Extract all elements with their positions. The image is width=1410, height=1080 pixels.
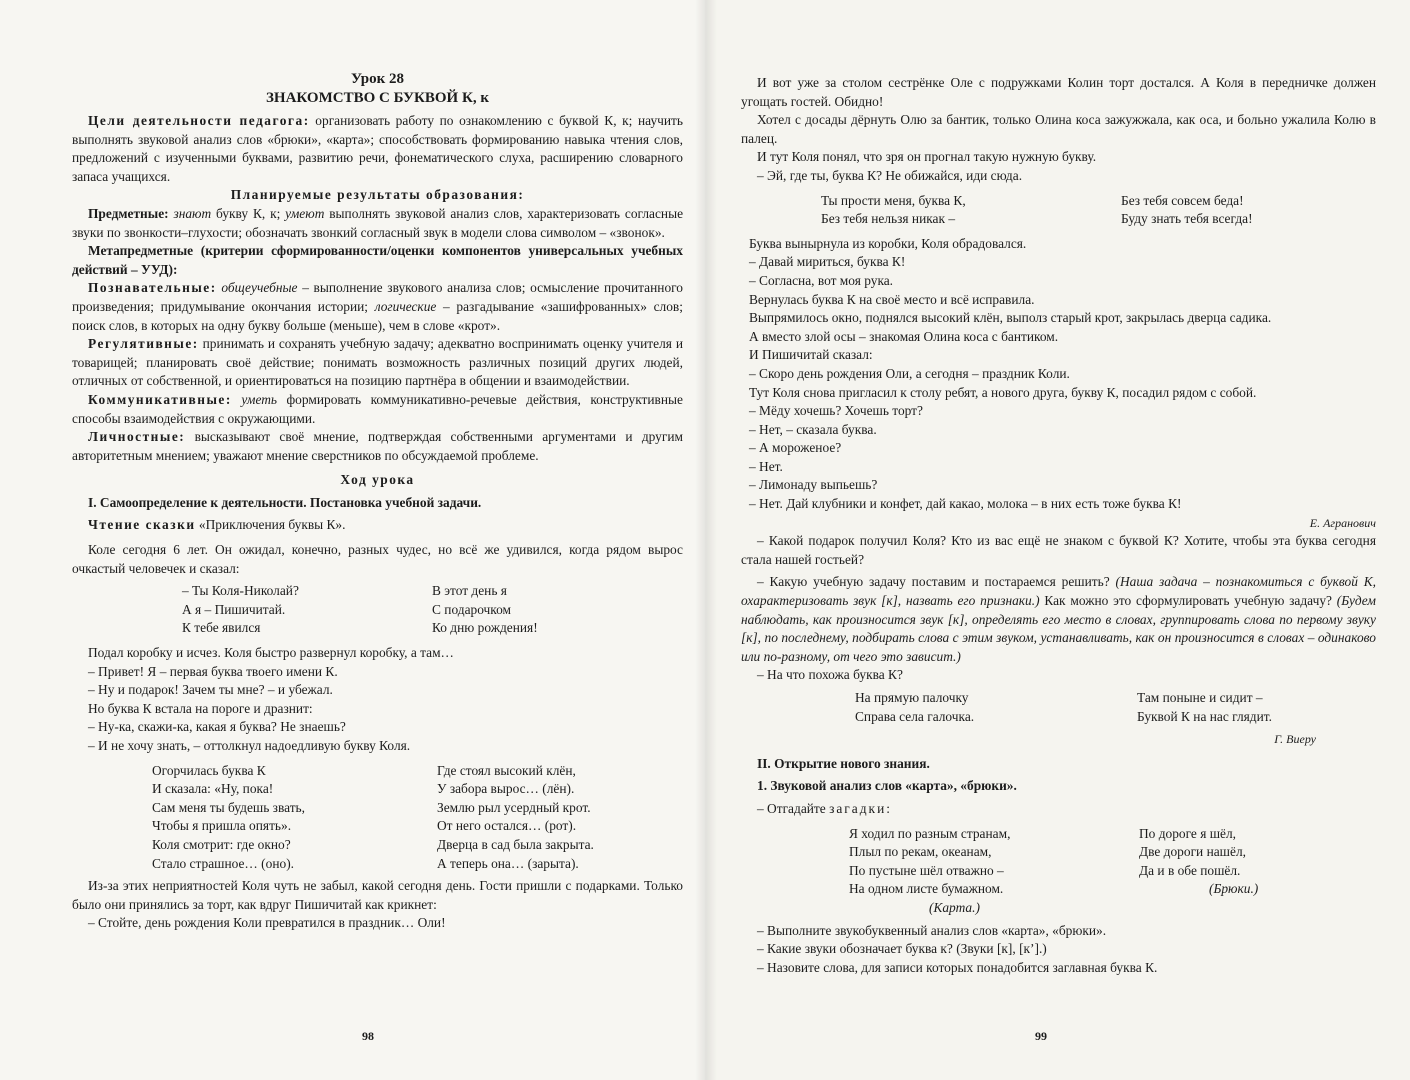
subject-label: Предметные: — [88, 205, 169, 221]
poem-2 — [72, 762, 683, 874]
story-line: – Ну и подарок! Зачем ты мне? – и убежал. — [88, 682, 333, 698]
poem-line: Где стоял высокий клён, — [437, 762, 576, 778]
poem-line: Да и в обе пошёл. — [1139, 862, 1241, 878]
question-3: – На что похожа буква К? — [757, 667, 903, 683]
story-line: А вместо злой осы – знакомая Олина коса с бантиком. — [749, 328, 1059, 344]
poem-line: Чтобы я пришла опять». — [152, 818, 292, 834]
subject-text2: выполнять звуковой анализ слов, характеризовать согласные звуки по звонкости–глухости; обозначать звонкий согласный звук в модели слова символом – «звонок». — [72, 205, 684, 240]
poem-line: И сказала: «Ну, пока! — [152, 781, 274, 797]
regulative-text: принимать и сохранять учебную задачу; адекватно воспринимать оценку учителя и товарищей; планировать своё действие; понимать возможность различных позиций других людей, отличных от собственной, и ориентироваться на позицию партнёра в общении и взаимодействии. — [72, 336, 683, 389]
reading-label: Чтение сказки — [88, 517, 196, 533]
right-paragraph-3: И тут Коля понял, что зря он прогнал такую нужную букву. — [757, 149, 1097, 165]
story-paragraph-3: – Стойте, день рождения Коли превратился в праздник… Оли! — [88, 915, 446, 931]
book-gutter — [695, 0, 717, 1080]
poem-line: Стало страшное… (оно). — [152, 855, 294, 871]
riddles-prefix: – Отгадайте — [757, 800, 826, 816]
communicative-can: уметь — [241, 391, 277, 407]
poem-2-right — [437, 762, 594, 874]
poem-line: Коля смотрит: где окно? — [152, 836, 291, 852]
poem-5-left — [849, 825, 1139, 918]
poem-line: А я – Пишичитай. — [182, 601, 286, 617]
story-line: Выпрямилось окно, поднялся высокий клён, выполз старый крот, закрылась дверца садика. — [749, 310, 1272, 326]
poem-line: К тебе явился — [182, 620, 261, 636]
question-2 — [741, 573, 1376, 666]
task-line: – Выполните звукобуквенный анализ слов «карта», «брюки». — [757, 922, 1107, 938]
poem-1-left — [182, 582, 432, 638]
results-heading: Планируемые результаты образования: — [230, 187, 525, 203]
reading-title: «Приключения буквы К». — [198, 517, 346, 533]
communicative-text: формировать коммуникативно-речевые действия, конструктивные способы взаимодействия с окружающими. — [72, 391, 683, 426]
story-line: Но буква К встала на пороге и дразнит: — [88, 700, 313, 716]
story-dialogue-left — [72, 644, 683, 756]
communicative-label: Коммуникативные: — [88, 391, 232, 407]
poem-line: От него остался… (рот). — [437, 818, 577, 834]
cognitive-label: Познавательные: — [88, 280, 217, 296]
regulative-results — [72, 335, 683, 391]
story-line: – А мороженое? — [749, 440, 842, 456]
poem-line: Огорчилась буква К — [152, 762, 266, 778]
poem-line: Ко дню рождения! — [432, 620, 538, 636]
goals-paragraph — [72, 112, 683, 186]
poem-line: В этот день я — [432, 583, 507, 599]
section-1-heading: I. Самоопределение к деятельности. Постановка учебной задачи. — [88, 494, 482, 510]
meta-label: Метапредметные (критерии сформированности/оценки компонентов универсальных учебных действий – УУД): — [72, 243, 683, 277]
subsection-1-heading: 1. Звуковой анализ слов «карта», «брюки». — [757, 778, 1017, 794]
poem-3 — [741, 192, 1376, 229]
cognitive-general: общеучебные — [221, 280, 298, 296]
story-line: – Нет, – сказала буква. — [749, 421, 877, 437]
poem-line: У забора вырос… (лён). — [437, 781, 575, 797]
course-heading: Ход урока — [340, 472, 415, 488]
lesson-number: Урок 28 — [350, 71, 404, 87]
story-line: – И не хочу знать, – оттолкнул надоедливую букву Коля. — [88, 738, 411, 753]
story-line: – Лимонаду выпьешь? — [749, 477, 878, 493]
poem-line: Две дороги нашёл, — [1139, 844, 1246, 860]
poem-line: На одном листе бумажном. — [849, 881, 1004, 897]
poem-line: На прямую палочку — [855, 690, 969, 705]
story-line: Тут Коля снова пригласил к столу ребят, а нового друга, букву К, посадил рядом с собой. — [749, 384, 1257, 400]
story-line: Подал коробку и исчез. Коля быстро развернул коробку, а там… — [88, 645, 454, 661]
poem-5-right — [1139, 825, 1258, 918]
riddles-word: загадки: — [829, 800, 892, 816]
subject-can: умеют — [285, 205, 325, 221]
personal-text: высказывают своё мнение, подтверждая собственными аргументами и другим авторитетным мнением; уважают мнение сверстников по обсуждаемой проблеме. — [72, 429, 683, 463]
story-line: Буква вынырнула из коробки, Коля обрадовался. — [749, 235, 1027, 251]
poem-line: Сам меня ты будешь звать, — [152, 799, 305, 815]
story-line: – Нет. — [749, 458, 783, 474]
story-line: – Нет. Дай клубники и конфет, дай какао, молока – в них есть тоже буква К! — [749, 496, 1182, 512]
right-paragraph-1: И вот уже за столом сестрёнке Оле с подружками Колин торт достался. А Коля в передничке должен угощать гостей. Обидно! — [741, 75, 1376, 109]
story-line: – Мёду хочешь? Хочешь торт? — [749, 403, 923, 419]
riddles-prompt — [741, 800, 1376, 819]
poem-line: По пустыне шёл отважно – — [849, 862, 1004, 878]
poem-line: Ты прости меня, буква К, — [821, 192, 966, 208]
poem-line: Я ходил по разным странам, — [849, 825, 1011, 841]
poem-line: Дверца в сад была закрыта. — [437, 836, 594, 852]
poem-2-left — [152, 762, 437, 874]
story-paragraph-1: Коле сегодня 6 лет. Он ожидал, конечно, разных чудес, но всё же удивился, когда рядом вырос очкастый человечек и сказал: — [72, 542, 683, 576]
personal-label: Личностные: — [88, 429, 186, 445]
poem-1 — [72, 582, 683, 638]
goals-text: организовать работу по ознакомлению с буквой К, к; научить выполнять звуковой анализ слов «брюки», «карта»; способствовать формированию навыка чтения слов, предложений с изученными буквами, развитию речи, фонематического слуха, расширению словарного запаса учащихся. — [72, 113, 683, 184]
poem-line: Буквой К на нас глядит. — [1137, 708, 1272, 724]
task-line: – Назовите слова, для записи которых понадобится заглавная буква К. — [757, 959, 1158, 975]
poem-line: Без тебя совсем беда! — [1121, 192, 1244, 208]
subject-results — [72, 205, 683, 242]
personal-results — [72, 428, 683, 465]
regulative-label: Регулятивные: — [88, 336, 199, 352]
cognitive-results — [72, 279, 683, 335]
reading-heading — [72, 516, 683, 535]
poem-line: С подарочком — [432, 601, 512, 617]
right-page — [705, 0, 1410, 1080]
poem-3-right — [1121, 192, 1253, 229]
poem-line: Буду знать тебя всегда! — [1121, 211, 1253, 227]
riddle-answer: (Карта.) — [929, 899, 980, 915]
question-2-text2: Как можно это сформулировать учебную задачу? — [1044, 593, 1332, 609]
story-line: – Ну-ка, скажи-ка, какая я буква? Не знаешь? — [88, 719, 346, 735]
question-1: – Какой подарок получил Коля? Кто из вас ещё не знаком с буквой К? Хотите, чтобы эта буква сегодня стала нашей гостьей? — [741, 533, 1376, 567]
poem-line: – Ты Коля-Николай? — [182, 583, 299, 599]
question-2-answer: (Наша задача – познакомиться с буквой К, охарактеризовать звук [к], назвать его признаки.) — [741, 574, 1376, 609]
poem-line: Землю рыл усердный крот. — [437, 799, 591, 815]
task-line: – Какие звуки обозначает буква к? (Звуки [к], [к’].) — [757, 941, 1047, 957]
goals-label: Цели деятельности педагога: — [88, 113, 310, 128]
poem-1-right — [432, 582, 538, 638]
poem-4-left — [855, 689, 1137, 726]
page-number-right: 99 — [1035, 1029, 1047, 1044]
poem-4-right — [1137, 689, 1272, 726]
section-2-heading: II. Открытие нового знания. — [757, 755, 930, 771]
poem-line: Там поныне и сидит – — [1137, 690, 1263, 705]
page-number-left: 98 — [362, 1029, 374, 1044]
subject-text1: букву К, к; — [216, 205, 281, 221]
story-line: – Привет! Я – первая буква твоего имени К. — [88, 663, 338, 679]
cognitive-text1: – выполнение звукового анализа слов; осмысление прочитанного произведения; придумывание окончания истории; — [72, 280, 684, 314]
story-line: – Давай мириться, буква К! — [749, 254, 906, 270]
question-2-text: – Какую учебную задачу поставим и постараемся решить? — [757, 574, 1110, 590]
right-paragraph-2: Хотел с досады дёрнуть Олю за бантик, только Олина коса зажужжала, как оса, и больно ужалила Колю в палец. — [741, 112, 1376, 146]
story-line: – Скоро день рождения Оли, а сегодня – праздник Коли. — [749, 365, 1070, 381]
tasks-list — [741, 922, 1376, 978]
cognitive-logic: логические — [374, 298, 437, 314]
question-2-answer2: (Будем наблюдать, как произносится звук [к], определять его место в словах, группировать слова по первому звуку [к], по последнему, подбирать слова с этим звуком, устанавливать, как он произносится в словах – одинаково или по-разному, от чего это зависит.) — [741, 593, 1376, 664]
poem-line: А теперь она… (зарыта). — [437, 855, 579, 871]
poem-line: Справа села галочка. — [855, 708, 975, 724]
story-line: Вернулась буква К на своё место и всё исправила. — [749, 291, 1035, 307]
communicative-results — [72, 391, 683, 428]
riddle-answer: (Брюки.) — [1209, 881, 1259, 897]
cognitive-text2: – разгадывание «зашифрованных» слов; поиск слов, в которых на одну букву больше (меньше), чем в слове «крот». — [72, 298, 683, 333]
subject-know: знают — [173, 205, 212, 221]
poem-line: Без тебя нельзя никак – — [821, 211, 956, 227]
author-agranovich: Е. Агранович — [1309, 515, 1376, 530]
author-vieru: Г. Виеру — [1274, 732, 1316, 747]
poem-line: Плыл по рекам, океанам, — [849, 844, 992, 860]
lesson-title: ЗНАКОМСТВО С БУКВОЙ К, к — [266, 90, 489, 106]
poem-5 — [741, 825, 1376, 918]
poem-line: По дороге я шёл, — [1139, 825, 1237, 841]
story-line: – Согласна, вот моя рука. — [749, 272, 894, 288]
poem-3-left — [821, 192, 1121, 229]
story-paragraph-2: Из-за этих неприятностей Коля чуть не забыл, какой сегодня день. Гости пришли с подарками. Только было они принялись за торт, как вдруг Пишичитай как крикнет: — [72, 878, 683, 912]
right-paragraph-4: – Эй, где ты, буква К? Не обижайся, иди сюда. — [757, 167, 1023, 183]
poem-4 — [741, 689, 1376, 726]
story-line: И Пишичитай сказал: — [749, 347, 873, 363]
story-dialogue-right — [741, 235, 1376, 514]
